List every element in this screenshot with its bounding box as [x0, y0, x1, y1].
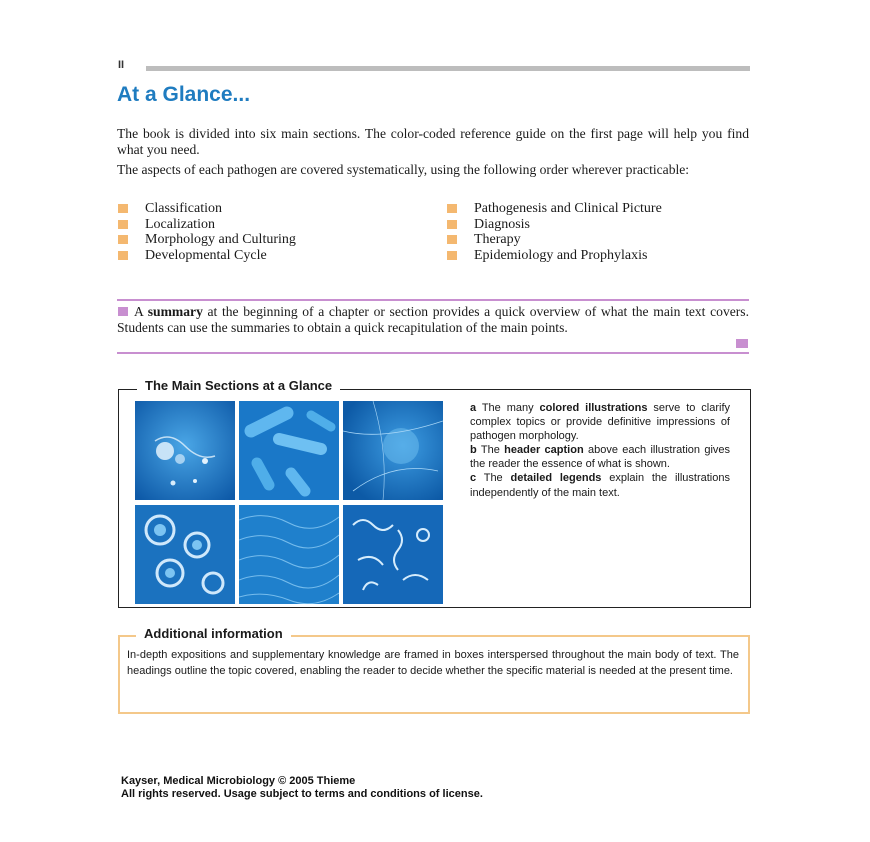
summary-box	[117, 299, 749, 354]
illustration-legend	[470, 401, 730, 500]
square-bullet-icon	[447, 235, 457, 244]
list-item: Diagnosis	[446, 217, 662, 233]
aspects-list-right	[446, 201, 662, 263]
footer-line-2: All rights reserved. Usage subject to terms and conditions of license.	[121, 788, 483, 800]
square-bullet-icon	[447, 251, 457, 260]
intro-paragraph-1: The book is divided into six main sections. The color-coded reference guide on the first page will help you find what you need.	[117, 126, 749, 157]
square-bullet-icon	[118, 220, 128, 229]
square-bullet-icon	[118, 204, 128, 213]
intro-paragraph-2: The aspects of each pathogen are covered systematically, using the following order wherever practicable:	[117, 162, 690, 177]
copyright-footer	[121, 775, 483, 801]
list-item: Developmental Cycle	[117, 248, 296, 264]
list-item: Localization	[117, 217, 296, 233]
micrograph-colonies-image	[135, 505, 235, 604]
aspects-list-left	[117, 201, 296, 263]
illustration-grid	[135, 401, 443, 605]
list-item: Therapy	[446, 232, 662, 248]
footer-line-1: Kayser, Medical Microbiology © 2005 Thieme	[121, 775, 356, 787]
main-sections-label: The Main Sections at a Glance	[137, 378, 340, 393]
micrograph-rods-image	[239, 401, 339, 500]
micrograph-swirls-image	[343, 505, 443, 604]
square-marker-icon	[118, 307, 128, 316]
additional-info-text: In-depth expositions and supplementary knowledge are framed in boxes interspersed throughout the main body of text. The headings outline the topic covered, enabling the reader to decide whether the specific material is needed at the present time.	[127, 649, 739, 677]
header-rule	[146, 66, 750, 71]
square-bullet-icon	[447, 204, 457, 213]
micrograph-cells-image	[135, 401, 235, 500]
list-item: Epidemiology and Prophylaxis	[446, 248, 662, 264]
legend-item-a: a The many colored illustrations serve to clarify complex topics or provide definitive impressions of pathogen morphology.	[470, 402, 730, 443]
page-title: At a Glance...	[117, 83, 251, 106]
square-bullet-icon	[118, 235, 128, 244]
micrograph-texture-image	[239, 505, 339, 604]
legend-item-b: b The header caption above each illustration gives the reader the essence of what is shown.	[470, 444, 731, 471]
square-bullet-icon	[447, 220, 457, 229]
list-item: Morphology and Culturing	[117, 232, 296, 248]
list-item: Pathogenesis and Clinical Picture	[446, 201, 662, 217]
legend-item-c: c The detailed legends explain the illustrations independently of the main text.	[470, 472, 730, 499]
micrograph-fibers-image	[343, 401, 443, 500]
summary-text: A summary at the beginning of a chapter or section provides a quick overview of what the main text covers. Students can use the summaries to obtain a quick recapitulation of the main points.	[117, 304, 749, 335]
square-bullet-icon	[118, 251, 128, 260]
square-end-marker-icon	[736, 339, 748, 348]
page-number: II	[118, 59, 125, 71]
list-item: Classification	[117, 201, 296, 217]
additional-info-label: Additional information	[136, 626, 291, 641]
